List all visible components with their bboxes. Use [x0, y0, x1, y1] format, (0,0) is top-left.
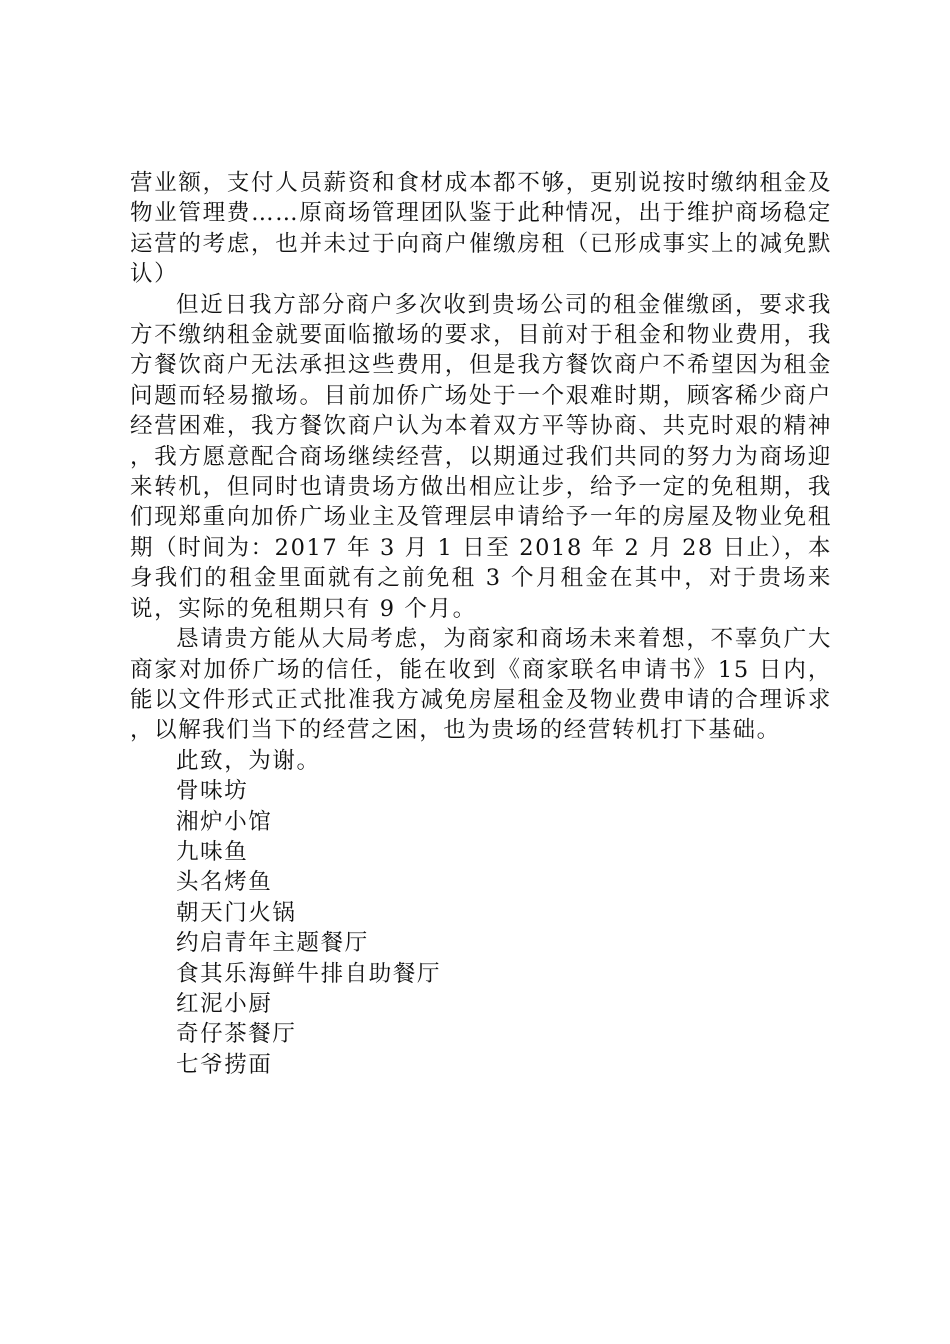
signatory-item: 约启青年主题餐厅	[176, 930, 369, 957]
signatory-item: 骨味坊	[176, 778, 249, 805]
letter-body	[130, 168, 832, 1080]
signatory-item: 湘炉小馆	[176, 808, 273, 835]
signatory-item: 食其乐海鲜牛排自助餐厅	[176, 960, 442, 987]
signatory-item: 红泥小厨	[176, 990, 273, 1017]
signatory-item: 头名烤鱼	[176, 869, 273, 896]
signatory-list	[130, 776, 832, 1080]
signatory-item: 九味鱼	[176, 838, 249, 865]
paragraph-continuation: 营业额，支付人员薪资和食材成本都不够，更别说按时缴纳租金及物业管理费……原商场管理团队鉴于此种情况，出于维护商场稳定运营的考虑，也并未过于向商户催缴房租（已形成事实上的减免默认）	[130, 170, 832, 288]
paragraph-rent-reduction-request: 但近日我方部分商户多次收到贵场公司的租金催缴函，要求我方不缴纳租金就要面临撤场的要求，目前对于租金和物业费用，我方餐饮商户无法承担这些费用，但是我方餐饮商户不希望因为租金问题而轻易撤场。目前加侨广场处于一个艰难时期，顾客稀少商户经营困难，我方餐饮商户认为本着双方平等协商、共克时艰的精神，我方愿意配合商场继续经营，以期通过我们共同的努力为商场迎来转机，但同时也请贵场方做出相应让步，给予一定的免租期，我们现郑重向加侨广场业主及管理层申请给予一年的房屋及物业免租期（时间为：2017 年 3 月 1 日至 2018 年 2 月 28 日止），本身我们的租金里面就有之前免租 3 个月租金在其中，对于贵场来说，实际的免租期只有 9 个月。	[130, 291, 832, 622]
closing-salutation: 此致，为谢。	[176, 747, 321, 774]
paragraph-appeal: 恳请贵方能从大局考虑，为商家和商场未来着想，不辜负广大商家对加侨广场的信任，能在收到《商家联名申请书》15 日内，能以文件形式正式批准我方减免房屋租金及物业费申请的合理诉求，以解我们当下的经营之困，也为贵场的经营转机打下基础。	[130, 626, 832, 744]
signatory-item: 奇仔茶餐厅	[176, 1021, 297, 1048]
signatory-item: 朝天门火锅	[176, 899, 297, 926]
signatory-item: 七爷捞面	[176, 1051, 273, 1078]
